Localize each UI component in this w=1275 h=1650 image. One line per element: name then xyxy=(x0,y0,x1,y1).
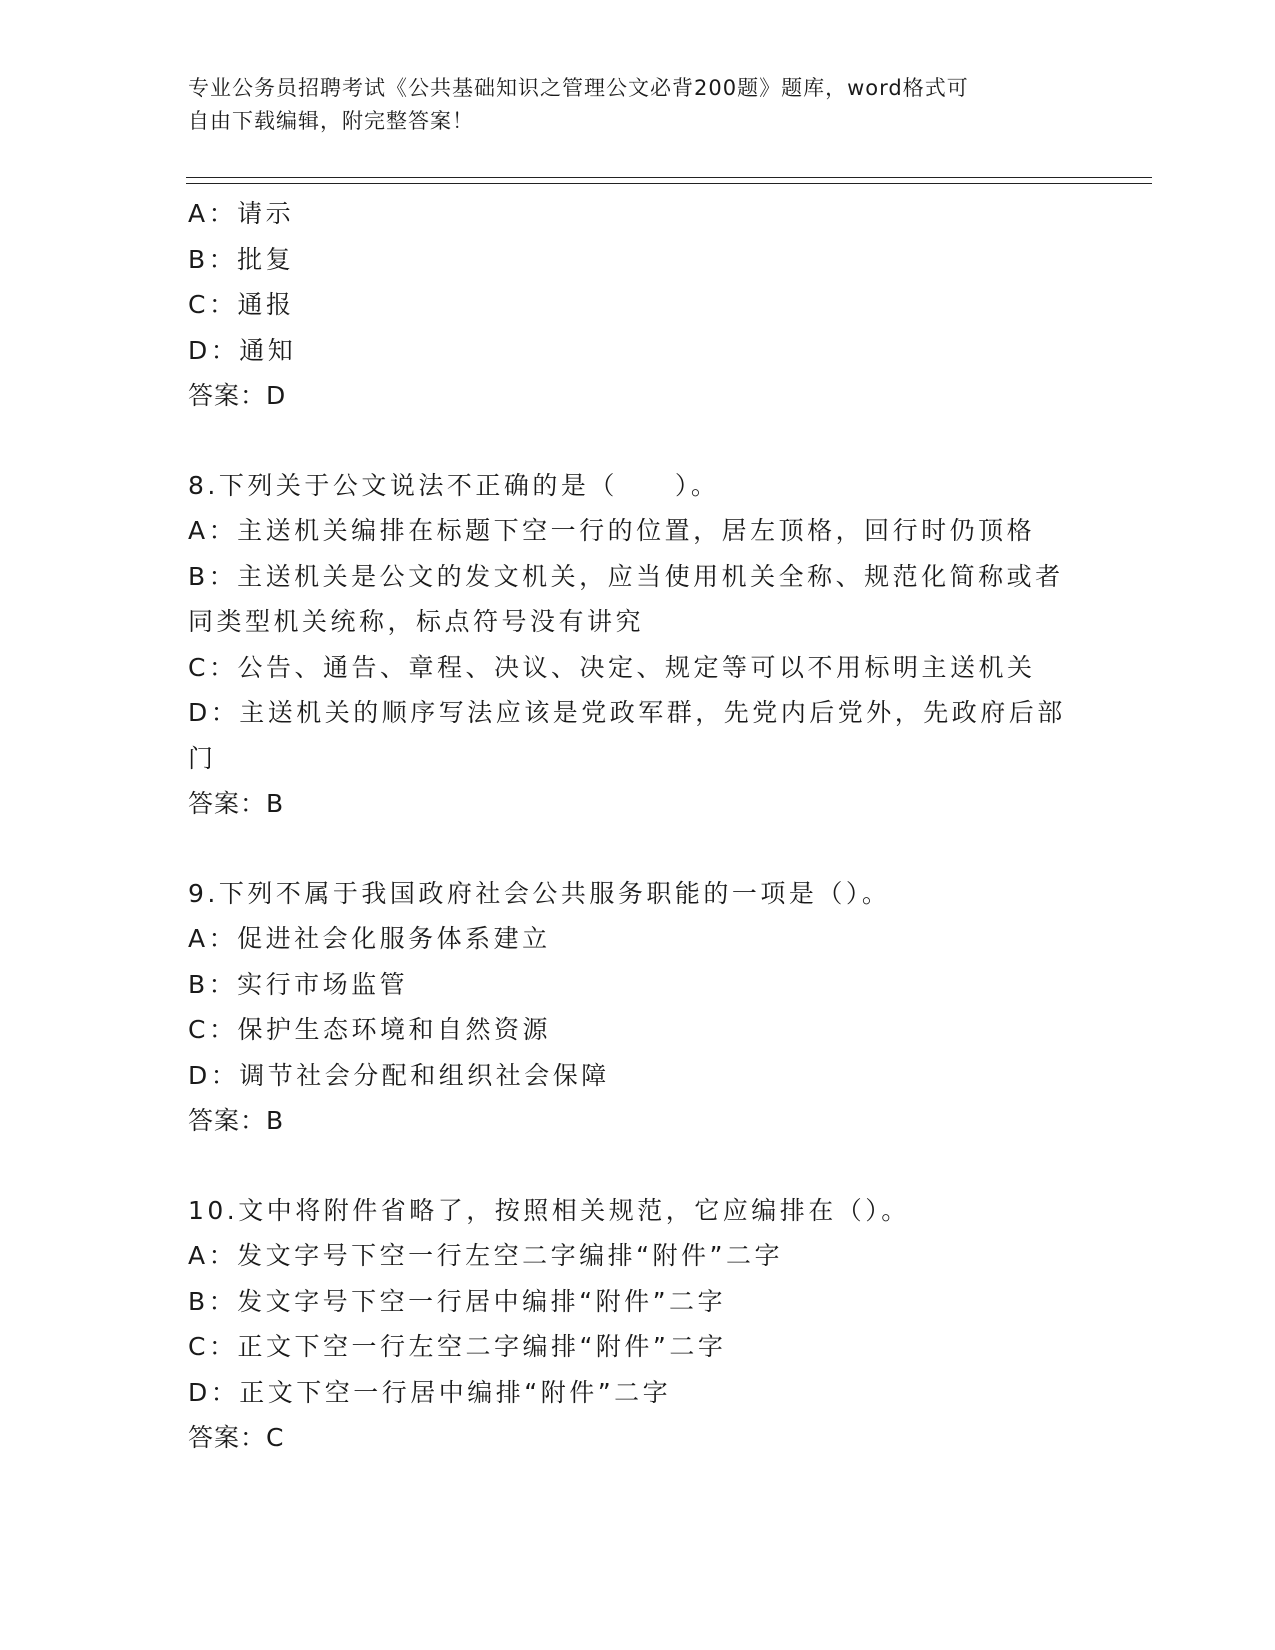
q9-answer: 答案：B xyxy=(188,1106,285,1135)
question-10 xyxy=(188,1188,1088,1461)
header-line-1: 专业公务员招聘考试《公共基础知识之管理公文必背200题》题库，word格式可 xyxy=(188,76,969,100)
q8-option-b-line-2: 同类型机关统称，标点符号没有讲究 xyxy=(188,607,645,636)
spacer xyxy=(188,827,1088,871)
q9-option-b: B：实行市场监管 xyxy=(188,969,409,999)
q9-option-c: C：保护生态环境和自然资源 xyxy=(188,1015,551,1044)
q9-option-a: A：促进社会化服务体系建立 xyxy=(188,924,551,953)
spacer xyxy=(188,1144,1088,1188)
document-body xyxy=(188,191,1088,1461)
q8-option-d-line-2: 门 xyxy=(188,743,217,773)
question-9 xyxy=(188,871,1088,1144)
q10-option-a: A：发文字号下空一行左空二字编排“附件”二字 xyxy=(188,1241,784,1270)
header-line-2: 自由下载编辑，附完整答案！ xyxy=(188,109,474,133)
q10-option-b: B：发文字号下空一行居中编排“附件”二字 xyxy=(188,1286,727,1316)
header-rule-top xyxy=(186,177,1152,178)
q8-option-d-line-1: D：主送机关的顺序写法应该是党政军群，先党内后党外，先政府后部 xyxy=(188,698,1066,727)
q7-option-b: B：批复 xyxy=(188,244,295,274)
header-rule-bottom xyxy=(186,183,1152,184)
q10-answer: 答案：C xyxy=(188,1423,285,1452)
q8-question: 8.下列关于公文说法不正确的是（ ）。 xyxy=(188,470,720,500)
q9-option-d: D：调节社会分配和组织社会保障 xyxy=(188,1060,610,1090)
q8-option-c: C：公告、通告、章程、决议、决定、规定等可以不用标明主送机关 xyxy=(188,652,1036,682)
q10-option-d: D：正文下空一行居中编排“附件”二字 xyxy=(188,1377,672,1407)
q7-option-a: A：请示 xyxy=(188,199,295,228)
q7-option-d: D：通知 xyxy=(188,335,297,365)
q8-option-a: A：主送机关编排在标题下空一行的位置，居左顶格，回行时仍顶格 xyxy=(188,516,1036,545)
question-7 xyxy=(188,191,1088,419)
q10-question: 10.文中将附件省略了，按照相关规范，它应编排在（）。 xyxy=(188,1195,910,1225)
question-8 xyxy=(188,463,1088,827)
q9-question: 9.下列不属于我国政府社会公共服务职能的一项是（）。 xyxy=(188,878,891,908)
document-header xyxy=(188,72,1088,138)
q8-answer: 答案：B xyxy=(188,789,285,818)
q8-option-b-line-1: B：主送机关是公文的发文机关，应当使用机关全称、规范化简称或者 xyxy=(188,561,1064,591)
q7-option-c: C：通报 xyxy=(188,290,295,319)
spacer xyxy=(188,419,1088,463)
q7-answer: 答案：D xyxy=(188,381,287,410)
q10-option-c: C：正文下空一行左空二字编排“附件”二字 xyxy=(188,1332,727,1361)
